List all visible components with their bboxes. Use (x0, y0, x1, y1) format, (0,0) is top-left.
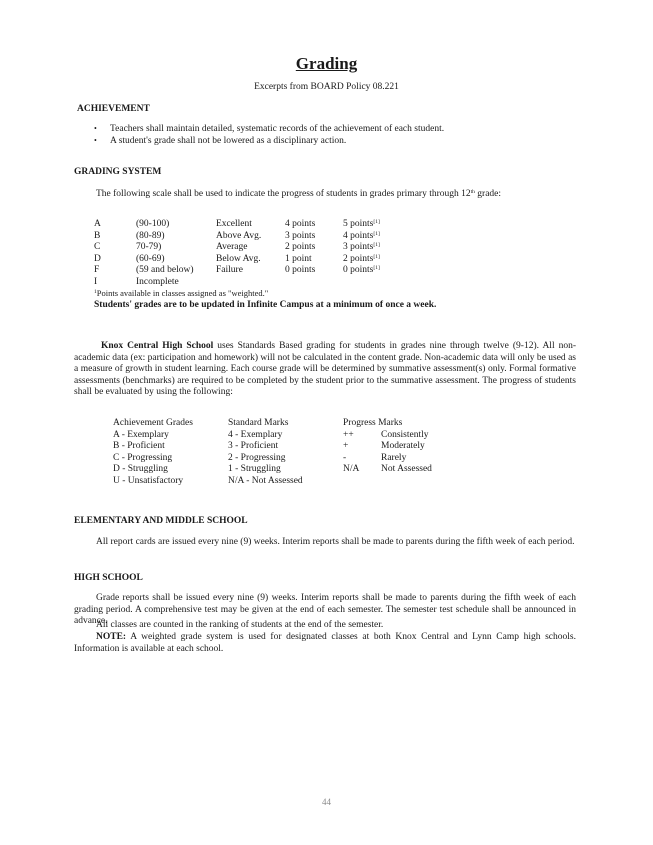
grade-scale-table (94, 219, 436, 311)
table-row: F (59 and below) Failure 0 points 0 points[1] (94, 265, 380, 275)
list-item: • A student's grade shall not be lowered as a disciplinary action. (94, 136, 347, 146)
knox-central-paragraph: Knox Central High School uses Standards Based grading for students in grades nine through twelve (9-12). All non-academic data (ex: participation and homework) will not be calculated in the content grade. Non-academic data will only be used as a measure of growth in student learning. Each course grade will be determined by summative assessment(s) only. Formal formative assessments (benchmarks) are required to be completed by the student prior to the summative assessment. The progress of students shall be evaluated by using the following: (74, 341, 576, 397)
page-title: Grading (295, 54, 358, 73)
table-row: B (80-89) Above Avg. 3 points 4 points[1] (94, 230, 380, 241)
table-row: A (90-100) Excellent 4 points 5 points[1] (94, 219, 380, 229)
achievement-heading: ACHIEVEMENT (77, 104, 150, 114)
high-school-paragraph: Grade reports shall be issued every nine (9) weeks. Interim reports shall be made to parents during the fifth week of each grading period. A comprehensive test may be given at the end of each semester. The semester test schedule shall be announced in advance. (74, 593, 576, 626)
infinite-campus-note: Students' grades are to be updated in Infinite Campus at a minimum of once a week. (94, 299, 437, 310)
bullet-icon: • (94, 124, 97, 133)
list-item: • Teachers shall maintain detailed, systematic records of the achievement of each student. (94, 124, 445, 134)
table-row: C 70-79) Average 2 points 3 points[1] (94, 242, 380, 252)
table-row: D (60-69) Below Avg. 1 point 2 points[1] (94, 253, 380, 264)
bullet-icon: • (94, 136, 97, 145)
policy-subtitle: Excerpts from BOARD Policy 08.221 (254, 82, 399, 92)
ranking-text: All classes are counted in the ranking of students at the end of the semester. (96, 620, 384, 630)
achievement-bullets (94, 124, 444, 148)
elementary-text: All report cards are issued every nine (9) weeks. Interim reports shall be made to parents during the fifth week of each period. (96, 537, 575, 547)
high-school-heading: HIGH SCHOOL (74, 573, 143, 583)
weighted-footnote: $^1$ Points available in classes assigned as "weighted." (94, 288, 269, 298)
grading-intro: The following scale shall be used to indicate the progress of students in grades primary through 12th grade: (96, 189, 502, 199)
page-number: 44 (322, 797, 331, 807)
table-row: I Incomplete (94, 276, 179, 287)
grading-system-heading: GRADING SYSTEM (74, 167, 162, 177)
weighted-note: NOTE: A weighted grade system is used for designated classes at both Knox Central and Lynn Camp high schools. Information is available at each school. (74, 632, 576, 654)
elementary-heading: ELEMENTARY AND MIDDLE SCHOOL (74, 516, 248, 526)
